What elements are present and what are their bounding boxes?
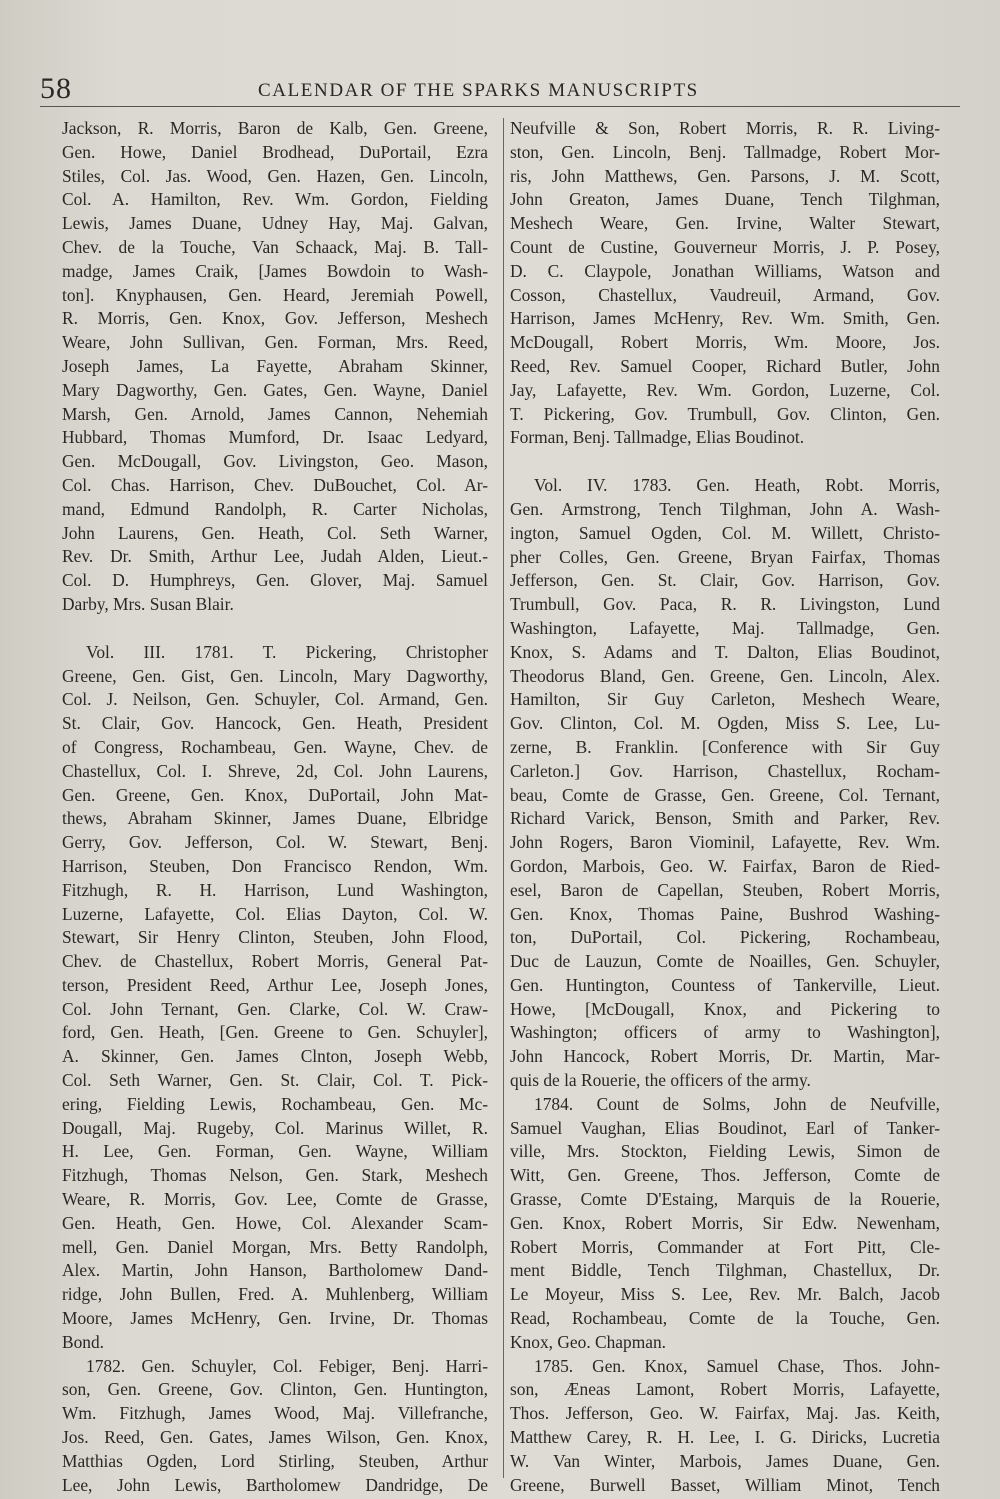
- text-line: Col. J. Neilson, Gen. Schuyler, Col. Armand, Gen.: [62, 689, 488, 710]
- text-line: Col. Chas. Harrison, Chev. DuBouchet, Col. Ar-: [62, 474, 488, 495]
- text-line: H. Lee, Gen. Forman, Gen. Wayne, William: [62, 1141, 488, 1162]
- text-line: Washington; officers of army to Washington],: [510, 1022, 940, 1043]
- text-line: Count de Custine, Gouverneur Morris, J. P. Posey,: [510, 236, 940, 257]
- text-line: Neufville & Son, Robert Morris, R. R. Living-: [510, 118, 940, 138]
- text-line: ington, Samuel Ogden, Col. M. Willett, Christo-: [510, 522, 940, 543]
- text-line: R. Morris, Gen. Knox, Gov. Jefferson, Meshech: [62, 308, 488, 329]
- text-line: Jackson, R. Morris, Baron de Kalb, Gen. Greene,: [62, 118, 488, 138]
- text-line: Gen. Knox, Thomas Paine, Bushrod Washing-: [510, 903, 940, 924]
- text-line: Fitzhugh, R. H. Harrison, Lund Washington,: [62, 879, 488, 900]
- text-line: Harrison, James McHenry, Rev. Wm. Smith, Gen.: [510, 308, 940, 329]
- text-line: Col. Seth Warner, Gen. St. Clair, Col. T. Pick-: [62, 1070, 488, 1091]
- text-line: Fitzhugh, Thomas Nelson, Gen. Stark, Meshech: [62, 1165, 488, 1186]
- text-line: Hamilton, Sir Guy Carleton, Meshech Weare,: [510, 689, 940, 710]
- text-line: Joseph James, La Fayette, Abraham Skinner,: [62, 355, 488, 376]
- text-line: esel, Baron de Capellan, Steuben, Robert Morris,: [510, 879, 940, 900]
- page-number: 58: [40, 72, 72, 105]
- text-line: Col. John Ternant, Gen. Clarke, Col. W. Craw-: [62, 998, 488, 1019]
- text-line: Jay, Lafayette, Rev. Wm. Gordon, Luzerne, Col.: [510, 379, 940, 400]
- text-line: Knox, S. Adams and T. Dalton, Elias Boudinot,: [510, 641, 940, 662]
- text-line: Col. D. Humphreys, Gen. Glover, Maj. Samuel: [62, 570, 488, 591]
- text-line: son, Gen. Greene, Gov. Clinton, Gen. Huntington,: [62, 1379, 488, 1400]
- text-line: Duc de Lauzun, Comte de Noailles, Gen. Schuyler,: [510, 951, 940, 972]
- text-line: thews, Abraham Skinner, James Duane, Elbridge: [62, 808, 488, 829]
- text-line: Chev. de Chastellux, Robert Morris, General Pat-: [62, 951, 488, 972]
- left-paragraph-continued: [62, 117, 488, 617]
- text-line: St. Clair, Gov. Hancock, Gen. Heath, President: [62, 713, 488, 734]
- text-line: Dougall, Maj. Rugeby, Col. Marinus Willet, R.: [62, 1117, 488, 1138]
- text-line: Greene, Gen. Gist, Gen. Lincoln, Mary Dagworthy,: [62, 665, 488, 686]
- text-line: Read, Rochambeau, Comte de la Touche, Gen.: [510, 1308, 940, 1329]
- text-line: Mary Dagworthy, Gen. Gates, Gen. Wayne, Daniel: [62, 379, 488, 400]
- text-line: Meshech Weare, Gen. Irvine, Walter Stewart,: [510, 213, 940, 234]
- text-line: ris, John Matthews, Gen. Parsons, J. M. Scott,: [510, 165, 940, 186]
- text-line: Gen. Armstrong, Tench Tilghman, John A. Wash-: [510, 498, 940, 519]
- text-line: W. Van Winter, Marbois, James Duane, Gen.: [510, 1450, 940, 1471]
- text-line: 1782. Gen. Schuyler, Col. Febiger, Benj. Harri-: [86, 1355, 488, 1376]
- text-line: Trumbull, Gov. Paca, R. R. Livingston, Lund: [510, 594, 940, 615]
- text-line: Witt, Gen. Greene, Thos. Jefferson, Comte de: [510, 1165, 940, 1186]
- text-line: D. C. Claypole, Jonathan Williams, Watson and: [510, 260, 940, 281]
- text-line: Jefferson, Gen. St. Clair, Gov. Harrison, Gov.: [510, 570, 940, 591]
- running-title: CALENDAR OF THE SPARKS MANUSCRIPTS: [258, 80, 699, 101]
- text-line: Richard Varick, Benson, Smith and Parker, Rev.: [510, 808, 940, 829]
- right-column: [510, 117, 940, 1497]
- text-line: Howe, [McDougall, Knox, and Pickering to: [510, 998, 940, 1019]
- text-line: Weare, R. Morris, Gov. Lee, Comte de Grasse,: [62, 1189, 488, 1210]
- text-line: Darby, Mrs. Susan Blair.: [62, 593, 234, 614]
- text-line: of Congress, Rochambeau, Gen. Wayne, Chev. de: [62, 736, 488, 757]
- text-line: Washington, Lafayette, Maj. Tallmadge, Gen.: [510, 617, 940, 638]
- text-line: Wm. Fitzhugh, James Wood, Maj. Villefranche,: [62, 1403, 488, 1424]
- text-line: John Hancock, Robert Morris, Dr. Martin, Mar-: [510, 1046, 940, 1067]
- paragraph-gap: [510, 450, 940, 474]
- left-column: [62, 117, 488, 1497]
- text-line: Theodorus Bland, Gen. Greene, Gen. Lincoln, Alex.: [510, 665, 940, 686]
- text-line: Alex. Martin, John Hanson, Bartholomew Dand-: [62, 1260, 488, 1281]
- text-line: Carleton.] Gov. Harrison, Chastellux, Rocham-: [510, 760, 940, 781]
- text-line: Gov. Clinton, Col. M. Ogden, Miss S. Lee, Lu-: [510, 713, 940, 734]
- text-line: John Greaton, James Duane, Tench Tilghman,: [510, 189, 940, 210]
- text-line: 1784. Count de Solms, John de Neufville,: [534, 1093, 940, 1114]
- text-line: Matthias Ogden, Lord Stirling, Steuben, Arthur: [62, 1450, 488, 1471]
- text-line: quis de la Rouerie, the officers of the army.: [510, 1070, 811, 1091]
- text-line: beau, Comte de Grasse, Gen. Greene, Col. Ternant,: [510, 784, 940, 805]
- text-line: Vol. IV. 1783. Gen. Heath, Robt. Morris,: [534, 475, 940, 496]
- text-line: Bond.: [62, 1331, 105, 1352]
- text-line: Rev. Dr. Smith, Arthur Lee, Judah Alden, Lieut.-: [62, 546, 488, 567]
- right-paragraph-continued: [510, 117, 940, 450]
- text-line: Gen. Howe, Daniel Brodhead, DuPortail, Ezra: [62, 141, 488, 162]
- text-line: terson, President Reed, Arthur Lee, Joseph Jones,: [62, 974, 488, 995]
- text-line: ton]. Knyphausen, Gen. Heard, Jeremiah Powell,: [62, 284, 488, 305]
- text-line: Robert Morris, Commander at Fort Pitt, Cle-: [510, 1236, 940, 1257]
- text-line: mand, Edmund Randolph, R. Carter Nicholas,: [62, 498, 488, 519]
- text-line: mell, Gen. Daniel Morgan, Mrs. Betty Randolph,: [62, 1236, 488, 1257]
- header-rule: [40, 106, 960, 107]
- text-line: 1785. Gen. Knox, Samuel Chase, Thos. John-: [534, 1355, 940, 1376]
- text-line: Grasse, Comte D'Estaing, Marquis de la Rouerie,: [510, 1189, 940, 1210]
- text-line: son, Æneas Lamont, Robert Morris, Lafayette,: [510, 1379, 940, 1400]
- text-line: Greene, Burwell Basset, William Minot, Tench: [510, 1474, 940, 1495]
- text-line: ridge, John Bullen, Fred. A. Muhlenberg, William: [62, 1284, 488, 1305]
- text-line: zerne, B. Franklin. [Conference with Sir Guy: [510, 736, 940, 757]
- text-line: Lee, John Lewis, Bartholomew Dandridge, De: [62, 1474, 488, 1495]
- text-line: Forman, Benj. Tallmadge, Elias Boudinot.: [510, 427, 805, 448]
- right-paragraph-1784: [510, 1093, 940, 1355]
- text-line: Le Moyeur, Miss S. Lee, Rev. Mr. Balch, Jacob: [510, 1284, 940, 1305]
- text-line: Gen. Knox, Robert Morris, Sir Edw. Newenham,: [510, 1212, 940, 1233]
- column-divider: [503, 118, 504, 1478]
- text-line: Vol. III. 1781. T. Pickering, Christopher: [86, 641, 488, 662]
- text-line: Reed, Rev. Samuel Cooper, Richard Butler, John: [510, 355, 940, 376]
- text-line: Luzerne, Lafayette, Col. Elias Dayton, Col. W.: [62, 903, 488, 924]
- text-line: Gerry, Gov. Jefferson, Col. W. Stewart, Benj.: [62, 832, 488, 853]
- text-line: ment Biddle, Tench Tilghman, Chastellux, Dr.: [510, 1260, 940, 1281]
- text-line: John Rogers, Baron Viominil, Lafayette, Rev. Wm.: [510, 832, 940, 853]
- left-paragraph-1782: [62, 1355, 488, 1498]
- text-line: madge, James Craik, [James Bowdoin to Wash-: [62, 260, 488, 281]
- text-line: Col. A. Hamilton, Rev. Wm. Gordon, Fielding: [62, 189, 488, 210]
- running-head: [40, 68, 960, 108]
- text-line: Chev. de la Touche, Van Schaack, Maj. B. Tall-: [62, 236, 488, 257]
- right-paragraph-vol-iv: [510, 474, 940, 1093]
- text-line: Knox, Geo. Chapman.: [510, 1331, 667, 1352]
- text-line: Samuel Vaughan, Elias Boudinot, Earl of Tanker-: [510, 1117, 940, 1138]
- paragraph-gap: [62, 617, 488, 641]
- text-line: Gen. McDougall, Gov. Livingston, Geo. Mason,: [62, 451, 488, 472]
- text-line: ering, Fielding Lewis, Rochambeau, Gen. Mc-: [62, 1093, 488, 1114]
- text-line: ston, Gen. Lincoln, Benj. Tallmadge, Robert Mor-: [510, 141, 940, 162]
- text-line: Cosson, Chastellux, Vaudreuil, Armand, Gov.: [510, 284, 940, 305]
- text-line: Gen. Huntington, Countess of Tankerville, Lieut.: [510, 974, 940, 995]
- text-line: Gordon, Marbois, Geo. W. Fairfax, Baron de Ried-: [510, 855, 940, 876]
- text-line: Lewis, James Duane, Udney Hay, Maj. Galvan,: [62, 213, 488, 234]
- text-line: Thos. Jefferson, Geo. W. Fairfax, Maj. Jas. Keith,: [510, 1403, 940, 1424]
- text-line: Jos. Reed, Gen. Gates, James Wilson, Gen. Knox,: [62, 1427, 488, 1448]
- text-line: Stewart, Sir Henry Clinton, Steuben, John Flood,: [62, 927, 488, 948]
- text-line: Chastellux, Col. I. Shreve, 2d, Col. John Laurens,: [62, 760, 488, 781]
- text-line: ton, DuPortail, Col. Pickering, Rochambeau,: [510, 927, 940, 948]
- right-paragraph-1785: [510, 1355, 940, 1498]
- text-line: Weare, John Sullivan, Gen. Forman, Mrs. Reed,: [62, 332, 488, 353]
- text-line: Stiles, Col. Jas. Wood, Gen. Hazen, Gen. Lincoln,: [62, 165, 488, 186]
- text-line: A. Skinner, Gen. James Clnton, Joseph Webb,: [62, 1046, 488, 1067]
- text-line: Matthew Carey, R. H. Lee, I. G. Diricks, Lucretia: [510, 1427, 940, 1448]
- text-line: ford, Gen. Heath, [Gen. Greene to Gen. Schuyler],: [62, 1022, 488, 1043]
- text-line: Gen. Greene, Gen. Knox, DuPortail, John Mat-: [62, 784, 488, 805]
- text-line: ville, Mrs. Stockton, Fielding Lewis, Simon de: [510, 1141, 940, 1162]
- text-line: pher Colles, Gen. Greene, Bryan Fairfax, Thomas: [510, 546, 940, 567]
- text-line: T. Pickering, Gov. Trumbull, Gov. Clinton, Gen.: [510, 403, 940, 424]
- text-line: John Laurens, Gen. Heath, Col. Seth Warner,: [62, 522, 488, 543]
- text-line: Gen. Heath, Gen. Howe, Col. Alexander Scam-: [62, 1212, 488, 1233]
- text-line: McDougall, Robert Morris, Wm. Moore, Jos.: [510, 332, 940, 353]
- text-line: Moore, James McHenry, Gen. Irvine, Dr. Thomas: [62, 1308, 488, 1329]
- left-paragraph-vol-iii: [62, 641, 488, 1355]
- text-line: Hubbard, Thomas Mumford, Dr. Isaac Ledyard,: [62, 427, 488, 448]
- text-line: Harrison, Steuben, Don Francisco Rendon, Wm.: [62, 855, 488, 876]
- text-line: Marsh, Gen. Arnold, James Cannon, Nehemiah: [62, 403, 488, 424]
